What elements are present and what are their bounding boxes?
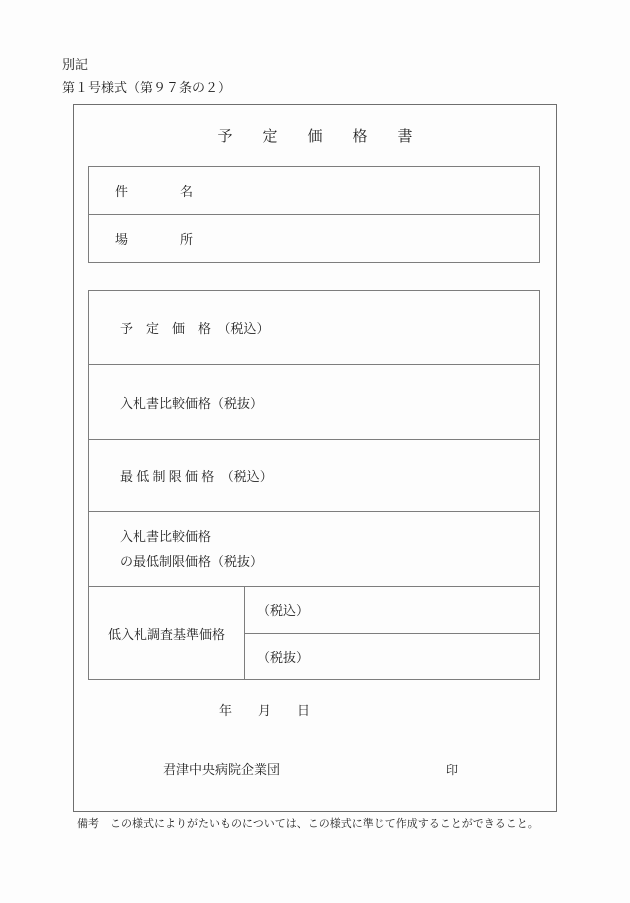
table-row-minimum-limit-price	[89, 439, 539, 511]
estimated-price-label: 予 定 価 格 （税込）	[120, 321, 270, 336]
subject-label: 件 名	[115, 184, 194, 199]
table-row-low-bid-survey-base-price	[89, 586, 539, 679]
attached-note-label: 別記	[62, 57, 89, 72]
remarks-note: 備考 この様式によりがたいものについては、この様式に準じて作成することができること。	[77, 818, 539, 830]
table-row-estimated-price	[89, 291, 539, 364]
table-row-bid-comparison-minimum-limit	[89, 511, 539, 586]
tax-included-label: （税込）	[257, 603, 310, 619]
table-row-place	[89, 214, 539, 262]
low-bid-survey-label: 低入札調査基準価格	[107, 626, 225, 642]
form-border-box	[73, 104, 557, 812]
table-row-bid-comparison-price	[89, 364, 539, 439]
form-number-label: 第１号様式（第９７条の２）	[62, 80, 232, 95]
seal-mark: 印	[446, 763, 459, 777]
price-table	[88, 290, 540, 680]
header-table	[88, 166, 540, 263]
sub-row-tax-excluded	[245, 633, 539, 680]
organization-name: 君津中央病院企業団	[163, 762, 281, 777]
form-title: 予 定 価 格 書	[217, 129, 413, 145]
tax-excluded-label: （税抜）	[257, 649, 310, 665]
table-row-subject	[89, 167, 539, 214]
bid-comparison-minimum-label-line1: 入札書比較価格	[120, 529, 212, 544]
date-line: 年 月 日	[219, 703, 311, 718]
low-bid-survey-value-cells	[245, 587, 539, 679]
bid-comparison-minimum-label-line2: の最低制限価格（税抜）	[120, 554, 264, 569]
bid-comparison-price-label: 入札書比較価格（税抜）	[120, 395, 264, 411]
place-label: 場 所	[115, 232, 194, 247]
minimum-limit-price-label: 最 低 制 限 価 格 （税込）	[120, 469, 273, 484]
low-bid-survey-label-cell	[89, 587, 245, 679]
sub-row-tax-included	[245, 587, 539, 633]
